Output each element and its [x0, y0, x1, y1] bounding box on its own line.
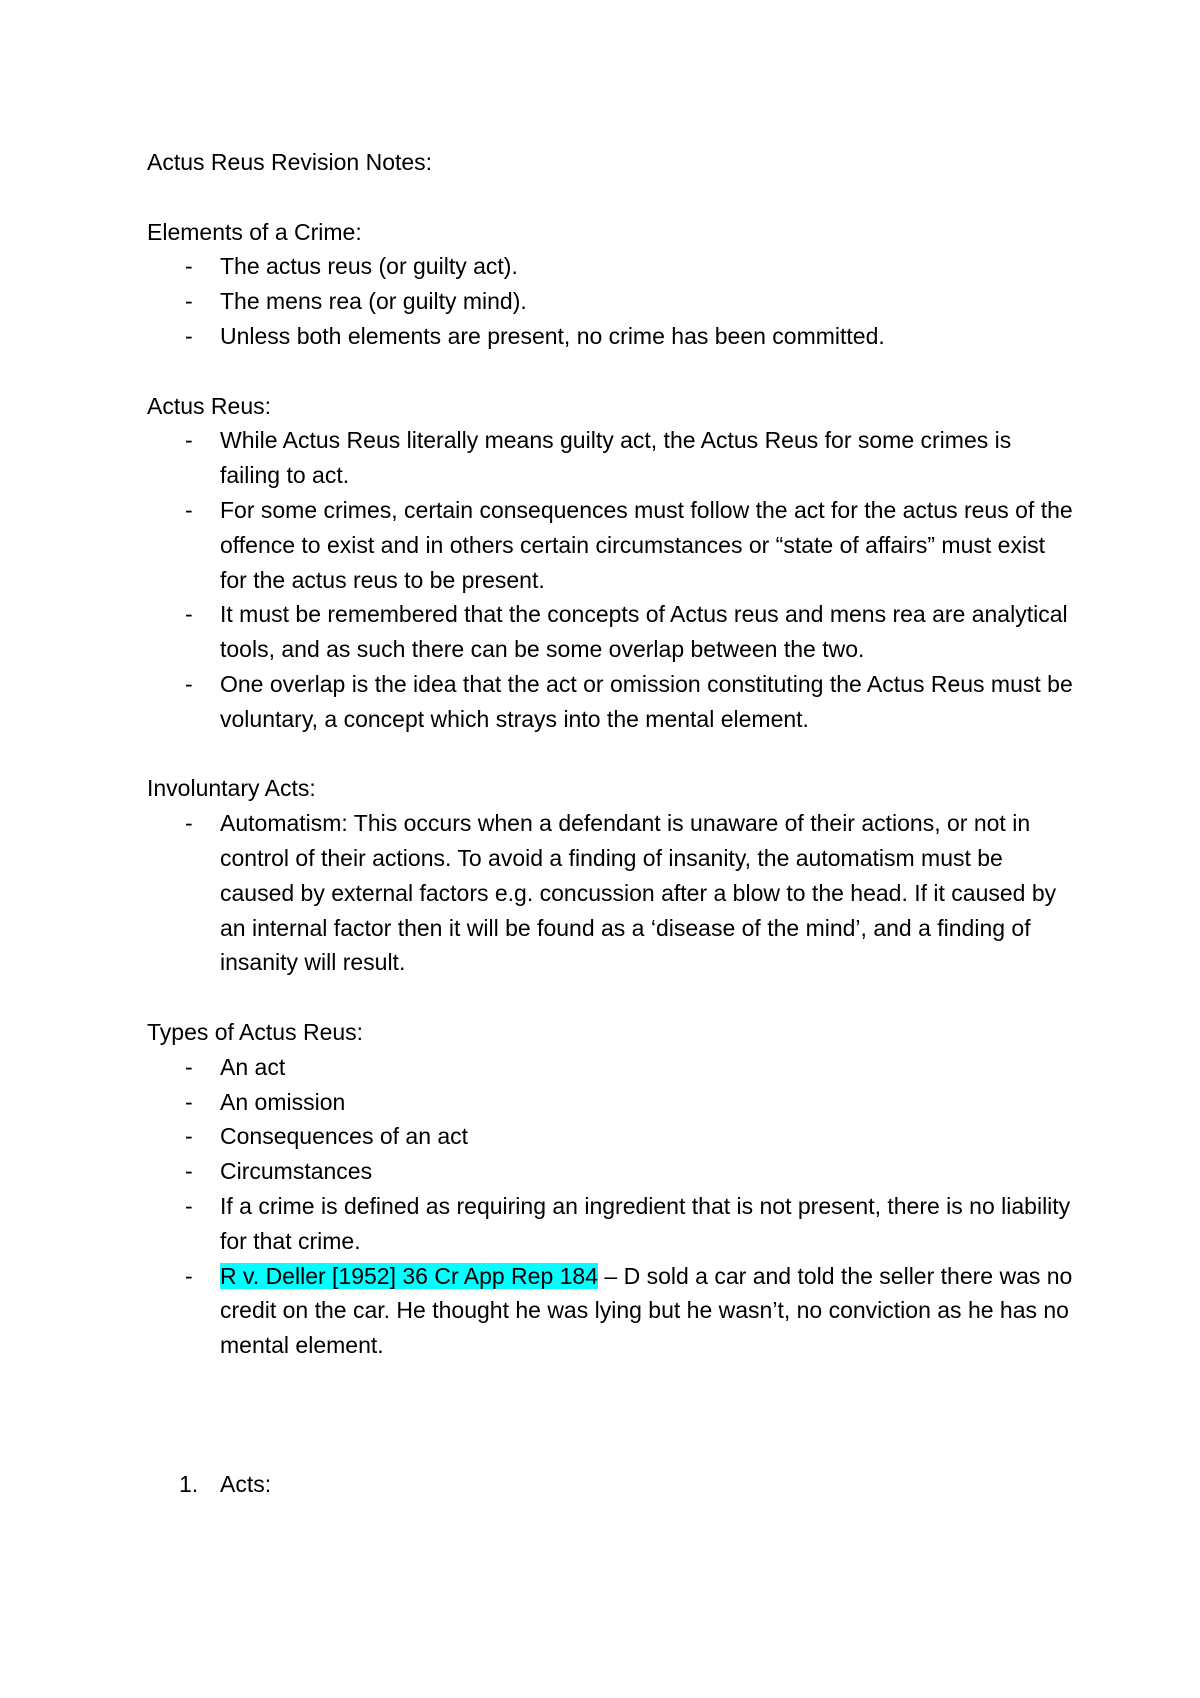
list-item-text: The actus reus (or guilty act). — [220, 253, 518, 280]
list-item — [147, 597, 1077, 667]
list-item-text: An omission — [220, 1088, 346, 1115]
list-item — [147, 1050, 1077, 1085]
case-description: – D sold a car and told the seller there was no credit on the car. He thought he was lying but he wasn’t, no conviction as he has no mental element. — [220, 1262, 1073, 1359]
bullet-marker: - — [185, 1262, 193, 1289]
bullet-list-involuntary-acts — [147, 806, 1077, 980]
list-item-text: Consequences of an act — [220, 1123, 469, 1150]
list-item — [147, 1189, 1077, 1259]
section-heading-involuntary-acts: Involuntary Acts: — [147, 775, 316, 802]
list-item-text: If a crime is defined as requiring an ingredient that is not present, there is no liability for that crime. — [220, 1192, 1071, 1254]
bullet-marker: - — [185, 810, 193, 837]
numbered-list-item — [147, 1467, 1077, 1502]
bullet-marker: - — [185, 288, 193, 315]
list-item — [147, 284, 1077, 319]
list-item-text: It must be remembered that the concepts of Actus reus and mens rea are analytical tools, and as such there can be some overlap between the two. — [220, 601, 1068, 663]
bullet-marker: - — [185, 1192, 193, 1219]
bullet-marker: - — [185, 1158, 193, 1185]
list-item — [147, 249, 1077, 284]
list-item — [147, 423, 1077, 493]
document-body — [147, 145, 1077, 1502]
bullet-marker: - — [185, 1053, 193, 1080]
list-item-text: While Actus Reus literally means guilty act, the Actus Reus for some crimes is failing to act. — [220, 427, 1012, 489]
list-item-text: Unless both elements are present, no crime has been committed. — [220, 322, 885, 349]
list-item-text: Automatism: This occurs when a defendant is unaware of their actions, or not in control of their actions. To avoid a finding of insanity, the automatism must be caused by external factors e.g. concussion after a blow to the head. If it caused by an internal factor then it will be found as a ‘disease of the mind’, and a finding of insanity will result. — [220, 810, 1057, 976]
list-item-text: The mens rea (or guilty mind). — [220, 288, 527, 315]
list-item — [147, 1119, 1077, 1154]
bullet-marker: - — [185, 253, 193, 280]
list-item — [147, 667, 1077, 737]
list-item — [147, 806, 1077, 980]
bullet-marker: - — [185, 427, 193, 454]
bullet-marker: - — [185, 601, 193, 628]
bullet-marker: - — [185, 496, 193, 523]
document-title: Actus Reus Revision Notes: — [147, 149, 433, 175]
case-list-item — [147, 1259, 1077, 1363]
bullet-marker: - — [185, 670, 193, 697]
numbered-item-label: Acts: — [220, 1471, 272, 1498]
bullet-list-types — [147, 1050, 1077, 1363]
list-item — [147, 1085, 1077, 1120]
list-item — [147, 493, 1077, 597]
list-item-text: Circumstances — [220, 1158, 373, 1185]
numbered-list — [147, 1467, 1077, 1502]
case-citation-highlight: R v. Deller [1952] 36 Cr App Rep 184 — [220, 1262, 599, 1289]
list-item — [147, 319, 1077, 354]
list-item-text: For some crimes, certain consequences must follow the act for the actus reus of the offence to exist and in others certain circumstances or “state of affairs” must exist for the actus reus to be present. — [220, 496, 1073, 593]
bullet-marker: - — [185, 1123, 193, 1150]
bullet-list-actus-reus — [147, 423, 1077, 736]
list-item — [147, 1154, 1077, 1189]
section-heading-actus-reus: Actus Reus: — [147, 392, 271, 419]
bullet-marker: - — [185, 322, 193, 349]
list-number: 1. — [179, 1471, 199, 1498]
section-heading-types: Types of Actus Reus: — [147, 1018, 364, 1045]
bullet-marker: - — [185, 1088, 193, 1115]
list-item-text: One overlap is the idea that the act or omission constituting the Actus Reus must be voluntary, a concept which strays into the mental element. — [220, 670, 1073, 732]
bullet-list-elements — [147, 249, 1077, 353]
section-heading-elements: Elements of a Crime: — [147, 218, 362, 245]
list-item-text: An act — [220, 1053, 286, 1080]
